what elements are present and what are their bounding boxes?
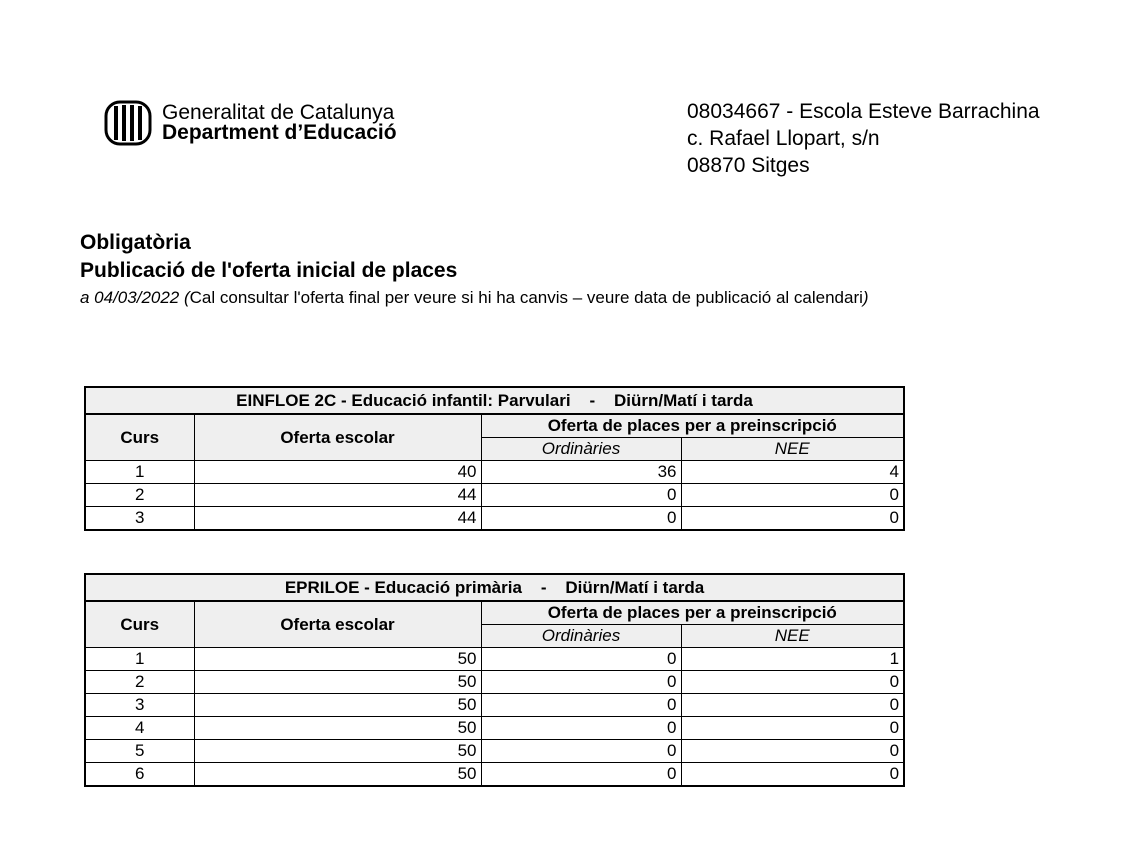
nee-cell: 0 [681,740,904,763]
header-nee: NEE [681,438,904,461]
header-curs: Curs [85,601,194,648]
curs-cell: 2 [85,484,194,507]
places-table [84,386,905,531]
oferta-cell: 50 [194,648,481,671]
ordinaries-cell: 0 [481,717,681,740]
subtitle [80,285,869,311]
table-row [85,648,904,671]
table-title: EPRILOE - Educació primària - Diürn/Matí i tarda [85,574,904,601]
heading [80,229,869,311]
table-row [85,484,904,507]
oferta-cell: 50 [194,763,481,787]
header-ordinaries: Ordinàries [481,625,681,648]
header-curs: Curs [85,414,194,461]
nee-cell: 0 [681,717,904,740]
curs-cell: 5 [85,740,194,763]
places-table [84,573,905,787]
table-row [85,763,904,787]
table-title: EINFLOE 2C - Educació infantil: Parvulari - Diürn/Matí i tarda [85,387,904,414]
nee-cell: 4 [681,461,904,484]
table-row [85,740,904,763]
ordinaries-cell: 0 [481,484,681,507]
curs-cell: 2 [85,671,194,694]
header-oferta: Oferta escolar [194,601,481,648]
logo [104,100,397,146]
title-1: Obligatòria [80,231,191,254]
nee-cell: 0 [681,671,904,694]
nee-cell: 0 [681,507,904,531]
paren-open: ( [179,288,190,307]
ordinaries-cell: 36 [481,461,681,484]
oferta-cell: 44 [194,484,481,507]
table-row [85,694,904,717]
oferta-cell: 50 [194,740,481,763]
school-street: c. Rafael Llopart, s/n [687,127,880,150]
ordinaries-cell: 0 [481,507,681,531]
school-name: 08034667 - Escola Esteve Barrachina [687,100,1040,123]
ordinaries-cell: 0 [481,740,681,763]
curs-cell: 3 [85,694,194,717]
paren-close: ) [862,288,869,307]
header-preinscripcio: Oferta de places per a preinscripció [481,414,904,438]
logo-line2: Department d’Educació [162,121,397,144]
curs-cell: 1 [85,648,194,671]
curs-cell: 4 [85,717,194,740]
oferta-cell: 50 [194,694,481,717]
header-preinscripcio: Oferta de places per a preinscripció [481,601,904,625]
nee-cell: 0 [681,694,904,717]
oferta-cell: 50 [194,671,481,694]
nee-cell: 0 [681,763,904,787]
header-ordinaries: Ordinàries [481,438,681,461]
title-2: Publicació de l'oferta inicial de places [80,259,458,282]
ordinaries-cell: 0 [481,648,681,671]
nee-cell: 0 [681,484,904,507]
table-row [85,461,904,484]
generalitat-seal-icon [104,100,152,146]
ordinaries-cell: 0 [481,694,681,717]
table-row [85,717,904,740]
school-address [687,98,1040,179]
header-oferta: Oferta escolar [194,414,481,461]
logo-line1: Generalitat de Catalunya [162,101,395,124]
curs-cell: 6 [85,763,194,787]
header-nee: NEE [681,625,904,648]
oferta-cell: 50 [194,717,481,740]
table-row [85,507,904,531]
oferta-cell: 44 [194,507,481,531]
school-city: 08870 Sitges [687,154,810,177]
ordinaries-cell: 0 [481,763,681,787]
nee-cell: 1 [681,648,904,671]
ordinaries-cell: 0 [481,671,681,694]
table-row [85,671,904,694]
oferta-cell: 40 [194,461,481,484]
curs-cell: 3 [85,507,194,531]
date: a 04/03/2022 [80,288,180,307]
curs-cell: 1 [85,461,194,484]
note: Cal consultar l'oferta final per veure si hi ha canvis – veure data de publicació al calendari [189,288,863,307]
